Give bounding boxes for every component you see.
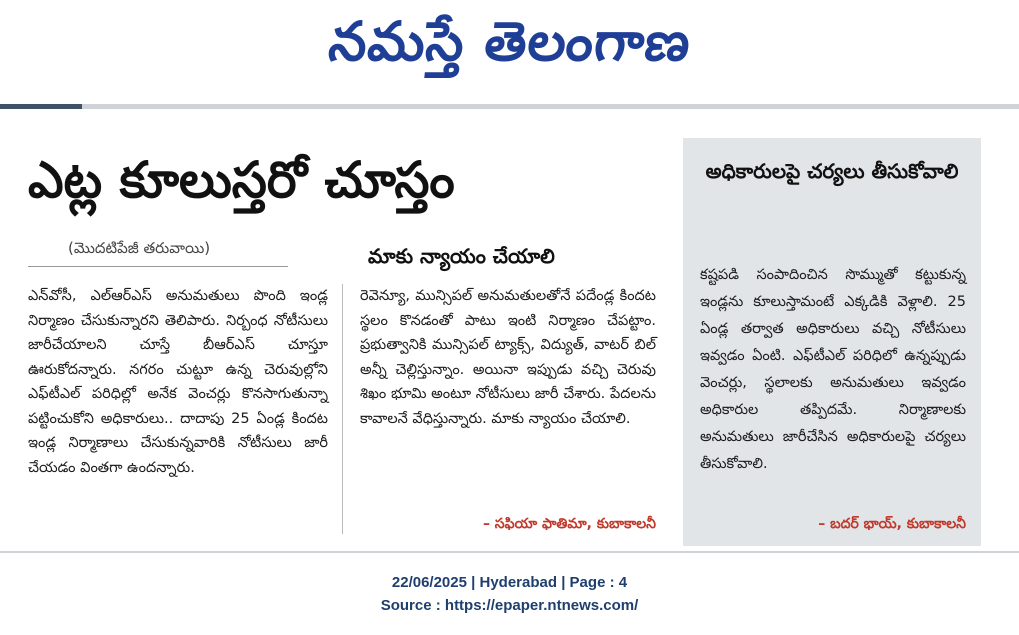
bottom-divider	[0, 551, 1019, 553]
footer-source-link[interactable]: Source : https://epaper.ntnews.com/	[380, 597, 639, 614]
article-column-2: రెవెన్యూ, మున్సిపల్ అనుమతులతోనే పదేండ్ల కిందట స్థలం కొనడంతో పాటు ఇంటి నిర్మాణం చేపట్టాం. ప్రభుత్వానికి మున్సిపల్ ట్యాక్స్, విద్యుత్, వాటర్ బిల్ అన్నీ చెల్లిస్తున్నాం. అయినా ఇప్పుడు వచ్చి చెరువు శిఖం భూమి అంటూ నోటీసులు జారీ చేశారు. పేదలను కావాలనే వేధిస్తున్నారు. మాకు న్యాయం చేయాలి.	[360, 288, 656, 427]
continued-tag: (మొదటిపేజీ తరువాయి)	[68, 239, 211, 257]
top-divider-accent	[0, 104, 82, 109]
footer-edition-info: 22/06/2025 | Hyderabad | Page : 4	[391, 574, 628, 591]
sidebar-title: అధికారులపై చర్యలు తీసుకోవాలి	[705, 159, 959, 183]
byline-column-2: – సఫియా ఫాతిమా, కుబాకాలనీ	[482, 516, 656, 532]
continued-tag-underline	[28, 266, 288, 267]
masthead	[0, 0, 1019, 96]
article-headline: ఎట్ల కూలుస్తరో చూస్తం	[28, 151, 455, 209]
sidebar-byline: – బదర్ భాయ్, కుబాకాలనీ	[818, 516, 966, 532]
section-heading: మాకు న్యాయం చేయాలి	[368, 244, 555, 268]
top-divider	[0, 104, 1019, 109]
newspaper-logo: నమస్తే తెలంగాణ	[325, 10, 695, 73]
sidebar-body: కష్టపడి సంపాదించిన సొమ్ముతో కట్టుకున్న ఇండ్లను కూలుస్తామంటే ఎక్కడికి వెళ్లాలి. 25 ఏండ్ల తర్వాత అధికారులు వచ్చి నోటీసులు ఇవ్వడం ఏంటి. ఎఫ్‌టీఎల్ పరిధిలో ఉన్నప్పుడు వెంచర్లు, స్థలాలకు అనుమతులు ఇవ్వడం అధికారుల తప్పిదమే. నిర్మాణాలకు అనుమతులు జారీచేసిన అధికారులపై చర్యలు తీసుకోవాలి.	[700, 267, 966, 472]
article-column-1: ఎన్‌వోసీ, ఎల్‌ఆర్‌ఎస్ అనుమతులు పొంది ఇండ్ల నిర్మాణం చేసుకున్నారని తెలిపారు. నిర్బంధ నోటీసులు జారీచేయాలని చూస్తే బీఆర్‌ఎస్ చూస్తూ ఊరుకోదన్నారు. నగరం చుట్టూ ఉన్న చెరువుల్లోని ఎఫ్‌టీఎల్ పరిధిల్లో అనేక వెంచర్లు కొనసాగుతున్నా పట్టించుకోని అధికారులు.. దాదాపు 25 ఏండ్ల కిందట ఇండ్ల నిర్మాణాలు చేసుకున్నవారికి నోటీసులు జారీ చేయడం వింతగా ఉందన్నారు.	[28, 288, 328, 476]
column-divider	[342, 284, 343, 534]
